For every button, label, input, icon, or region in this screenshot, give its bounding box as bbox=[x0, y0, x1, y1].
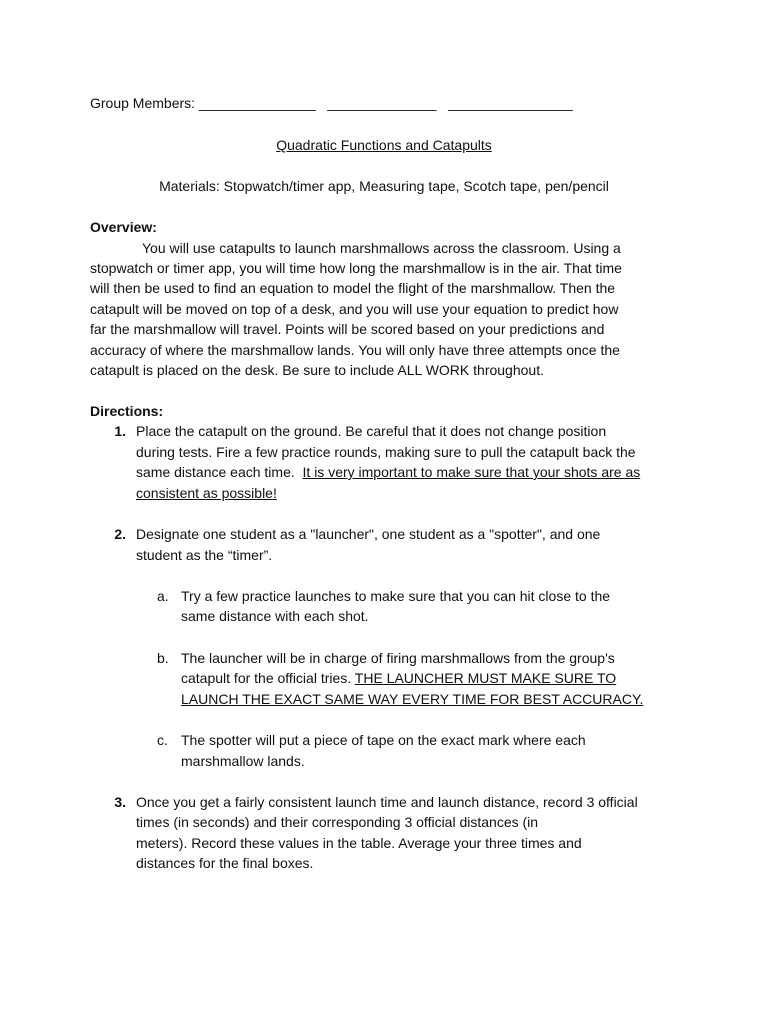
overview-line: catapult will be moved on top of a desk, and you will use your equation to predict how bbox=[90, 301, 619, 317]
sub-step-a-line: same distance with each shot. bbox=[181, 608, 369, 624]
step-1-line: during tests. Fire a few practice rounds, making sure to pull the catapult back the bbox=[136, 444, 636, 460]
step-number-1: 1. bbox=[114, 423, 126, 439]
overview-line: accuracy of where the marshmallow lands. You will only have three attempts once the bbox=[90, 342, 620, 358]
step-1-emphasis-text: consistent as possible! bbox=[136, 485, 277, 501]
group-member-blank-2: ______________ bbox=[327, 95, 437, 111]
directions-heading: Directions: bbox=[90, 403, 164, 419]
sub-step-b-emphasis-text: THE LAUNCHER MUST MAKE SURE TO bbox=[354, 670, 617, 686]
overview-line: stopwatch or timer app, you will time how long the marshmallow is in the air. That time bbox=[90, 260, 622, 276]
step-1-line bbox=[136, 462, 640, 483]
step-number-3: 3. bbox=[114, 794, 126, 810]
overview-line: You will use catapults to launch marshmallows across the classroom. Using a bbox=[142, 240, 621, 256]
materials-line: Materials: Stopwatch/timer app, Measuring tape, Scotch tape, pen/pencil bbox=[159, 178, 609, 194]
overview-line: will then be used to find an equation to model the flight of the marshmallow. Then the bbox=[90, 280, 616, 296]
step-2-line: student as the “timer”. bbox=[136, 547, 273, 563]
step-2-line: Designate one student as a "launcher", one student as a "spotter", and one bbox=[136, 526, 601, 542]
sub-step-letter-c: c. bbox=[157, 732, 168, 748]
group-member-blank-1: _______________ bbox=[198, 95, 316, 111]
step-3-line: Once you get a fairly consistent launch time and launch distance, record 3 official bbox=[136, 794, 638, 810]
overview-heading: Overview: bbox=[90, 219, 157, 235]
sub-step-letter-b: b. bbox=[157, 650, 169, 666]
step-1-line: Place the catapult on the ground. Be careful that it does not change position bbox=[136, 423, 607, 439]
step-3-line: meters). Record these values in the table. Average your three times and bbox=[136, 835, 582, 851]
overview-line: catapult is placed on the desk. Be sure to include ALL WORK throughout. bbox=[90, 362, 544, 378]
sub-step-b-plain-text: catapult for the official tries. bbox=[181, 670, 355, 686]
group-members-line bbox=[90, 93, 573, 114]
sub-step-a-line: Try a few practice launches to make sure that you can hit close to the bbox=[181, 588, 611, 604]
step-1-emphasis-text: It is very important to make sure that your shots are as bbox=[302, 464, 641, 480]
sub-step-c-line: marshmallow lands. bbox=[181, 753, 305, 769]
sub-step-b-line: The launcher will be in charge of firing marshmallows from the group's bbox=[181, 650, 615, 666]
step-3-line: times (in seconds) and their corresponding 3 official distances (in bbox=[136, 814, 539, 830]
step-3-line: distances for the final boxes. bbox=[136, 855, 314, 871]
document-title: Quadratic Functions and Catapults bbox=[276, 137, 492, 153]
step-number-2: 2. bbox=[114, 526, 126, 542]
group-members-label: Group Members: bbox=[90, 95, 196, 111]
sub-step-c-line: The spotter will put a piece of tape on the exact mark where each bbox=[181, 732, 586, 748]
step-1-plain-text: same distance each time. bbox=[136, 464, 303, 480]
group-member-blank-3: ________________ bbox=[448, 95, 573, 111]
overview-line: far the marshmallow will travel. Points will be scored based on your predictions and bbox=[90, 321, 605, 337]
sub-step-b-emphasis-text: LAUNCH THE EXACT SAME WAY EVERY TIME FOR BEST ACCURACY. bbox=[181, 691, 644, 707]
sub-step-letter-a: a. bbox=[157, 588, 169, 604]
sub-step-b-line bbox=[181, 668, 616, 689]
